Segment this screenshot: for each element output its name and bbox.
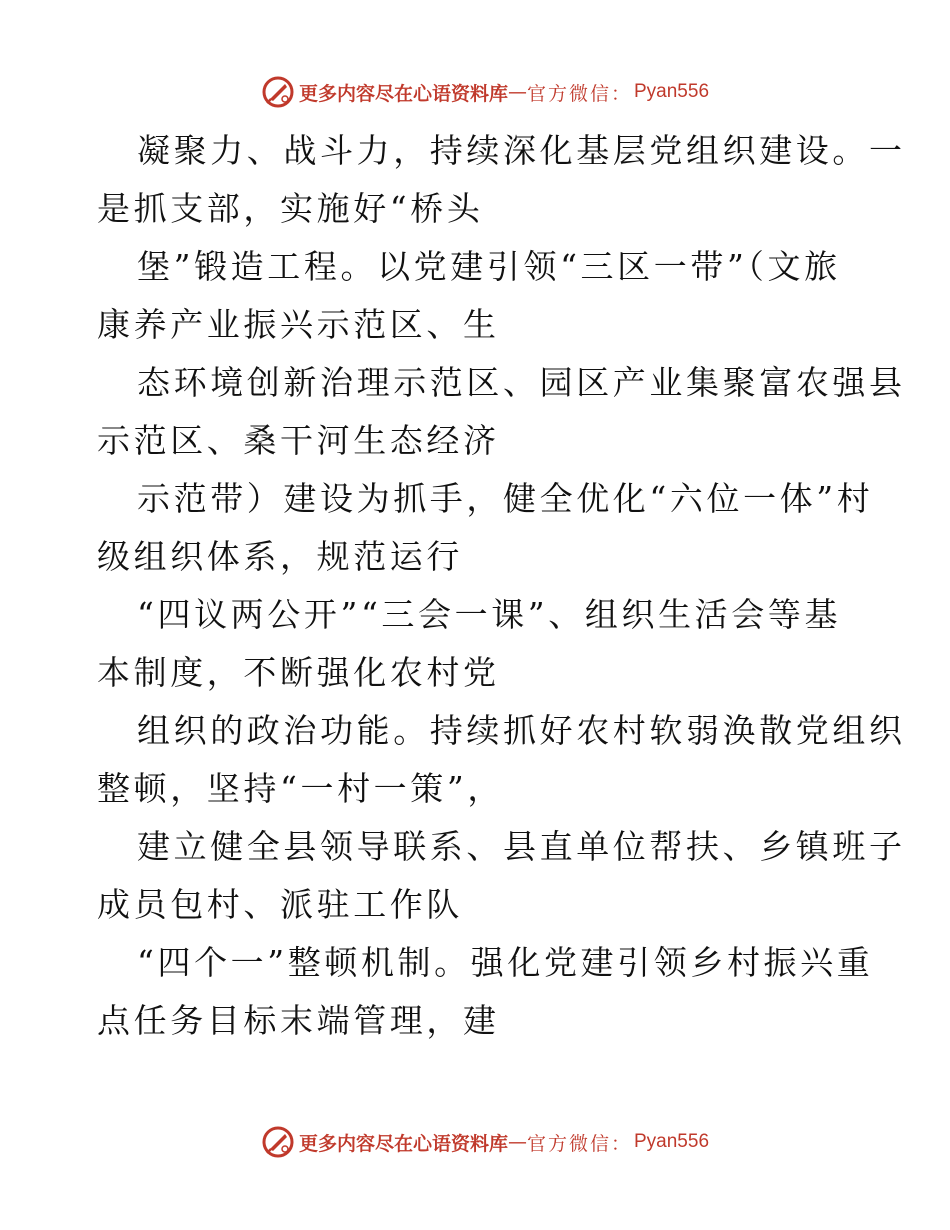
document-body [97,122,906,1050]
quill-logo-icon [261,75,295,109]
paragraph [97,354,906,470]
watermark-wechat-id: Pyan556 [634,81,710,102]
watermark-title: 更多内容尽在心语资料库 [298,1132,508,1155]
paragraph [97,934,874,1050]
watermark-dash: — [507,81,527,103]
paragraph [97,238,853,354]
text-line: “四议两公开”“三会一课”、组织生活会等基 [137,595,842,634]
watermark-content [261,1125,709,1159]
text-line: 点任务目标末端管理，建 [97,1001,500,1040]
watermark-dash: — [507,1131,527,1153]
quill-logo-icon [261,1125,295,1159]
footer-watermark [0,1122,950,1162]
watermark-wechat-label: 官方微信： [526,1132,632,1155]
text-line: 整顿，坚持“一村一策”， [97,769,504,808]
watermark-wechat-id: Pyan556 [634,1131,710,1152]
text-line: 示范带）建设为抓手，健全优化“六位一体”村 [137,479,874,518]
text-line: 康养产业振兴示范区、生 [97,305,500,344]
text-line: 组织的政治功能。持续抓好农村软弱涣散党组织 [137,711,906,750]
text-line: 成员包村、派驻工作队 [97,885,463,924]
header-watermark [0,72,950,112]
paragraph [97,702,906,818]
watermark-content [261,75,709,109]
text-line: 堡”锻造工程。以党建引领“三区一带”（文旅 [137,247,841,286]
text-line: 示范区、桑干河生态经济 [97,421,500,460]
paragraph [97,818,906,934]
text-line: 本制度，不断强化农村党 [97,653,500,692]
paragraph [97,122,906,238]
text-line: 建立健全县领导联系、县直单位帮扶、乡镇班子 [137,827,906,866]
text-line: “四个一”整顿机制。强化党建引领乡村振兴重 [137,943,874,982]
text-line: 是抓支部，实施好“桥头 [97,189,484,228]
text-line: 级组织体系，规范运行 [97,537,463,576]
text-line: 凝聚力、战斗力，持续深化基层党组织建设。一 [137,131,906,170]
paragraph [97,586,853,702]
watermark-wechat-label: 官方微信： [526,82,632,105]
text-line: 态环境创新治理示范区、园区产业集聚富农强县 [137,363,906,402]
paragraph [97,470,874,586]
watermark-title: 更多内容尽在心语资料库 [298,82,508,105]
